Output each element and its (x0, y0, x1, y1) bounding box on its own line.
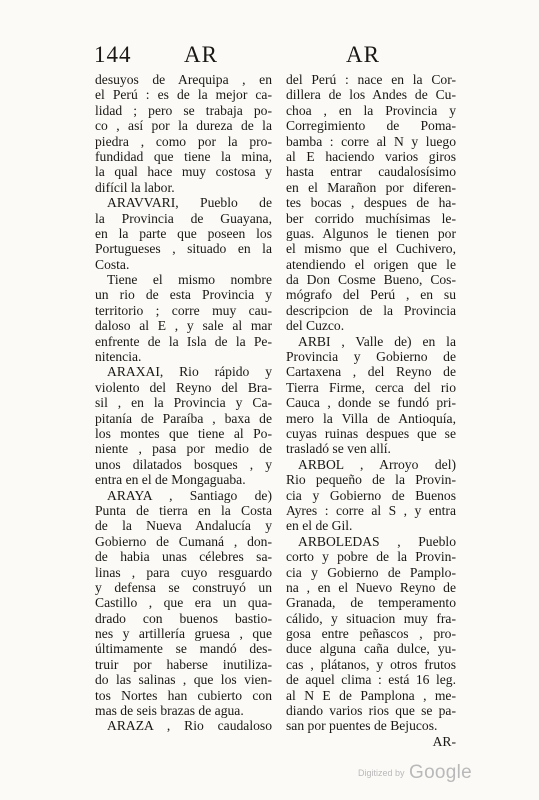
text-line: desuyos de Arequipa , en (95, 72, 272, 87)
text-line: ARAVVARI, Pueblo de (107, 195, 272, 211)
text-line: la qual hace muy costosa y (95, 164, 272, 180)
text-line: el Perú : es de la mejor ca- (95, 87, 272, 103)
text-line: linas , para cuyo resguardo (95, 564, 272, 580)
text-line: del Perú : nace en la Cor- (286, 72, 456, 87)
text-line: nitencia. (95, 349, 142, 365)
text-line: el mismo que el Cuchivero, (286, 241, 456, 257)
text-line: sil , en la Provincia y Ca- (95, 395, 272, 411)
text-line: mógrafo del Perú , en su (286, 287, 456, 303)
text-line: duce alguna caña dulce, yu- (286, 641, 456, 657)
text-line: y defensa se construyó un (95, 579, 272, 595)
text-line: cuyas ruinas despues que se (286, 425, 456, 441)
text-line: del Cuzco. (286, 318, 345, 334)
text-line: gosa entre peñascos , pro- (286, 626, 456, 642)
text-line: ARBOLEDAS , Pueblo (298, 533, 456, 549)
text-line: Tierra Firme, cerca del rio (286, 379, 456, 395)
text-line: tes bocas , despues de ha- (286, 195, 456, 211)
text-line: la Provincia de Guayana, (95, 210, 272, 226)
text-line: tos Nortes han cubierto con (95, 687, 272, 703)
text-line: guas. Algunos le tienen por (286, 225, 456, 241)
watermark-prefix: Digitized by (358, 768, 405, 778)
text-line: Portugueses , situado en la (95, 241, 272, 257)
text-line: Tiene el mismo nombre (107, 272, 272, 288)
google-logo: Google (408, 762, 473, 783)
text-line: Cauca , donde se fundó pri- (286, 395, 456, 411)
text-line: hasta entrar caudalosísimo (286, 164, 456, 180)
text-line: en la parte que poseen los (95, 225, 272, 241)
text-line: lidad ; pero se trabaja po- (95, 102, 272, 118)
text-line: al N E de Pamplona , me- (286, 687, 456, 703)
text-line: Gobierno de Cumaná , don- (95, 533, 272, 549)
text-line: AR- (432, 733, 456, 749)
text-line: los montes que tiene al Po- (95, 425, 272, 441)
text-line: daloso al E , y sale al mar (95, 318, 272, 334)
text-line: choa , en la Provincia y (286, 102, 456, 118)
text-line: ARBOL , Arroyo del) (298, 456, 456, 472)
text-line: Rio pequeño de la Provin- (286, 472, 456, 488)
text-line: nes y artillería gruesa , que (95, 626, 272, 642)
text-line: Punta de tierra en la Costa (95, 502, 272, 518)
text-line: un rio de esta Provincia y (95, 287, 272, 303)
text-line: ber corrido muchísimas le- (286, 210, 456, 226)
digitized-watermark (358, 762, 472, 784)
text-line: cálido, y situacion muy fra- (286, 610, 456, 626)
running-head-right: AR (346, 42, 380, 67)
text-line: san por puentes de Bejucos. (286, 718, 438, 734)
text-line: Castillo , que era un qua- (95, 595, 272, 611)
text-line: Costa. (95, 256, 130, 272)
text-line: na , en el Nuevo Reyno de (286, 579, 456, 595)
text-line: Ayres : corre al S , y entra (286, 502, 456, 518)
text-line: diando varios rios que se pa- (286, 703, 456, 719)
text-line: da Don Cosme Bueno, Cos- (286, 272, 456, 288)
text-line: ARAZA , Rio caudaloso (107, 718, 272, 734)
text-line: Granada, de temperamento (286, 595, 456, 611)
text-line: do las salinas , que los vien- (95, 672, 272, 688)
text-line: bamba : corre al N y luego (286, 133, 456, 149)
text-line: violento del Reyno del Bra- (95, 379, 272, 395)
text-line: ARBI , Valle de) en la (298, 333, 456, 349)
text-line: cia y Gobierno de Pamplo- (286, 564, 456, 580)
left-text-column (95, 72, 272, 734)
text-line: ARAXAI, Rio rápido y (107, 364, 272, 380)
text-line: co , así por la dureza de la (95, 118, 272, 134)
page-number: 144 (94, 42, 132, 67)
text-line: mero la Villa de Antioquía, (286, 410, 456, 426)
text-line: dillera de los Andes de Cu- (286, 87, 456, 103)
text-line: descripcion de la Provincia (286, 302, 456, 318)
text-line: Cartaxena , del Reyno de (286, 364, 456, 380)
text-line: entra en el de Mongaguaba. (95, 472, 246, 488)
text-line: últimamente se mandó des- (95, 641, 272, 657)
text-line: truir por haberse inutiliza- (95, 656, 272, 672)
text-line: enfrente de la Isla de la Pe- (95, 333, 272, 349)
text-line: pitanía de Paraíba , baxa de (95, 410, 272, 426)
text-line: difícil la labor. (95, 179, 175, 195)
text-line: niente , pasa por medio de (95, 441, 272, 457)
text-line: ARAYA , Santiago de) (107, 487, 272, 503)
text-line: atendiendo el origen que le (286, 256, 456, 272)
text-line: en el de Gil. (286, 518, 353, 534)
text-line: corto y pobre de la Provin- (286, 549, 456, 565)
text-line: de la Nueva Andalucía y (95, 518, 272, 534)
text-line: en el Marañon por diferen- (286, 179, 456, 195)
running-head-left: AR (184, 42, 218, 67)
text-line: fundidad que tiene la mina, (95, 148, 272, 164)
text-line: Corregimiento de Poma- (286, 118, 456, 134)
right-text-column (286, 72, 456, 749)
text-line: piedra , como por la pro- (95, 133, 272, 149)
text-line: de habia unas célebres sa- (95, 549, 272, 565)
text-line: mas de seis brazas de agua. (95, 703, 244, 719)
text-line: de aquel clima : está 16 leg. (286, 672, 456, 688)
text-line: Provincia y Gobierno de (286, 349, 456, 365)
text-line: trasladó se ven allí. (286, 441, 391, 457)
text-line: unos dilatados bosques , y (95, 456, 272, 472)
text-line: drado con buenos bastio- (95, 610, 272, 626)
text-line: cia y Gobierno de Buenos (286, 487, 456, 503)
text-line: al E haciendo varios giros (286, 148, 456, 164)
text-line: cas , plátanos, y otros frutos (286, 656, 456, 672)
text-line: territorio ; corre muy cau- (95, 302, 272, 318)
